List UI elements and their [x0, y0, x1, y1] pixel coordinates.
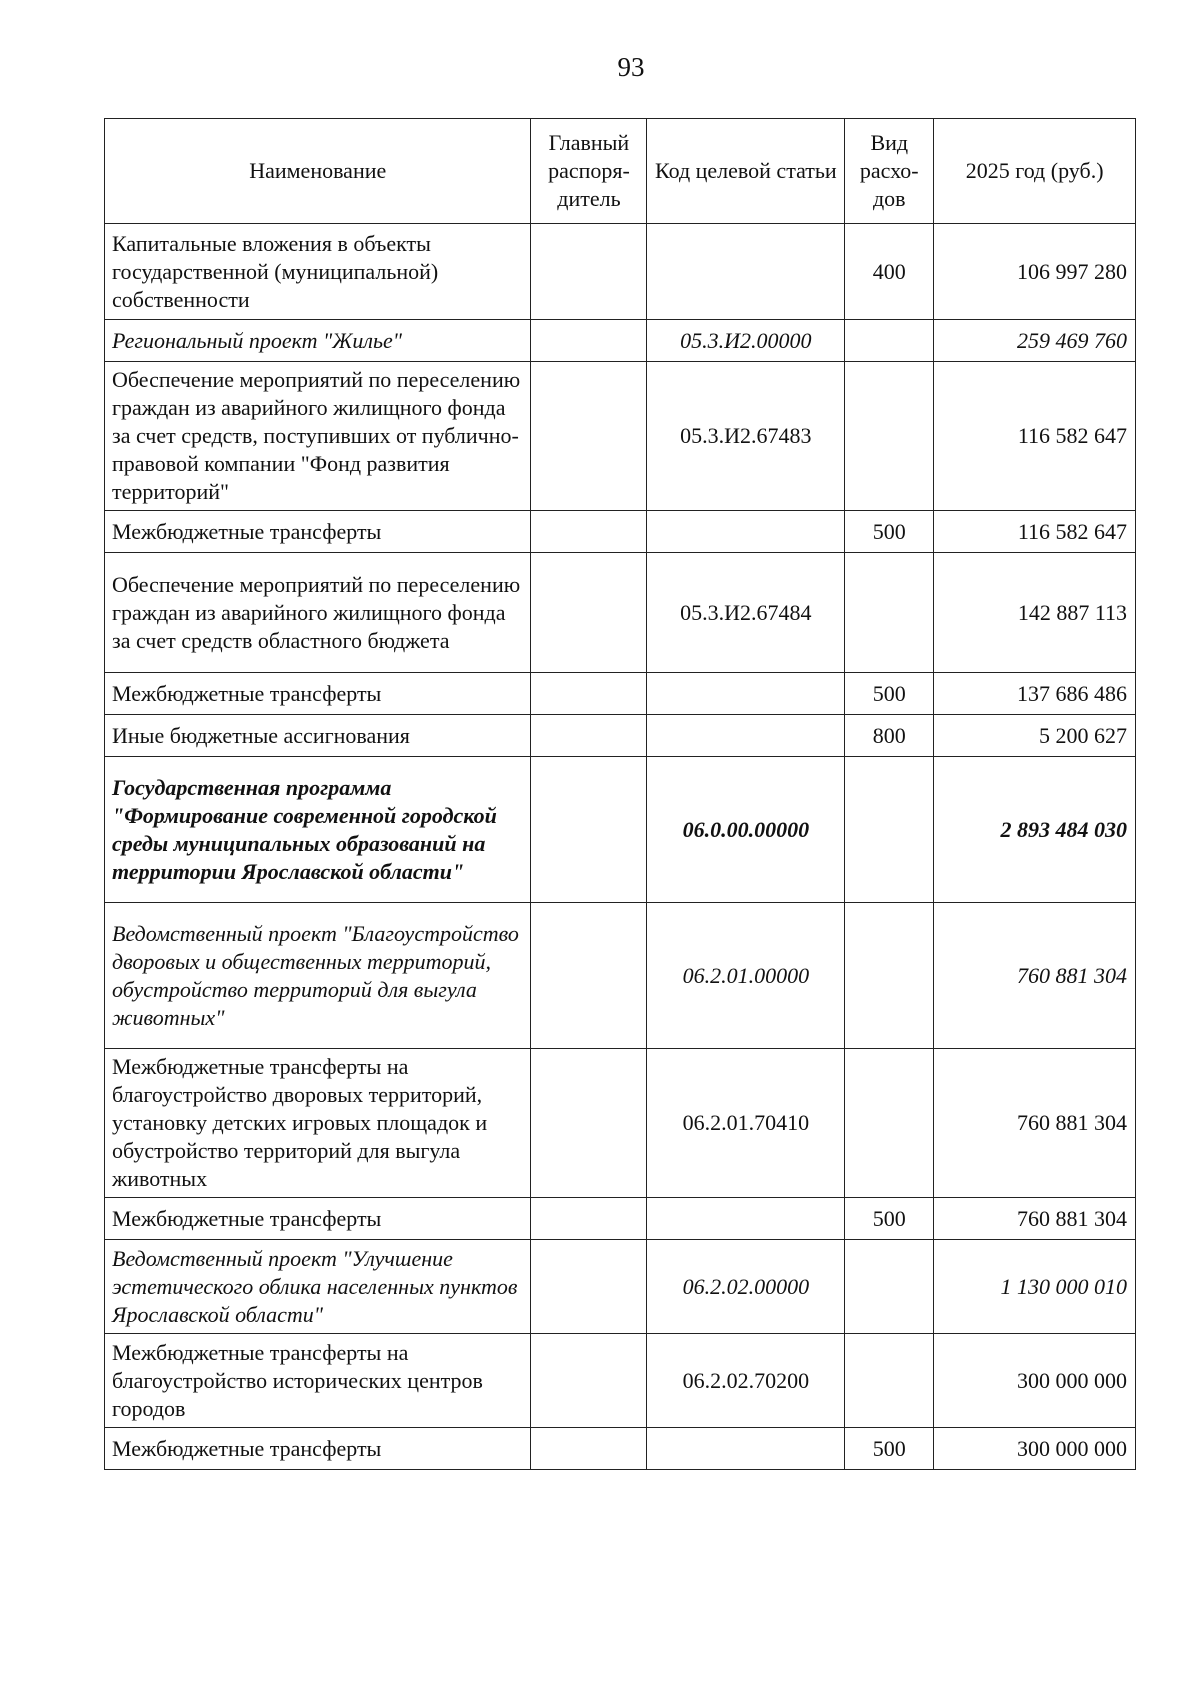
row-recipient-cell: [531, 553, 647, 673]
row-code-cell: [647, 715, 845, 757]
row-kind-cell: [845, 553, 934, 673]
row-code-cell: 06.2.02.70200: [647, 1334, 845, 1428]
table-row: [105, 757, 1136, 903]
page-number: 93: [617, 52, 645, 82]
row-kind-cell: [845, 757, 934, 903]
table-row: [105, 903, 1136, 1049]
table-row: [105, 1334, 1136, 1428]
row-kind-cell: 400: [845, 224, 934, 320]
row-recipient-cell: [531, 757, 647, 903]
row-recipient-cell: [531, 362, 647, 511]
row-kind-cell: [845, 1334, 934, 1428]
row-amount-cell: 116 582 647: [934, 511, 1136, 553]
row-recipient-cell: [531, 1428, 647, 1470]
row-code-cell: 06.2.01.00000: [647, 903, 845, 1049]
row-kind-cell: 500: [845, 673, 934, 715]
table-body: [105, 224, 1136, 1470]
row-recipient-cell: [531, 1049, 647, 1198]
header-recipient: Главный распоря-дитель: [531, 119, 647, 224]
row-amount-cell: 760 881 304: [934, 1198, 1136, 1240]
row-code-cell: [647, 673, 845, 715]
row-name-cell: Обеспечение мероприятий по переселению граждан из аварийного жилищного фонда за счет средств, поступивших от публично-правовой компании "Фонд развития территорий": [105, 362, 531, 511]
row-name-cell: Государственная программа "Формирование современной городской среды муниципальных образований на территории Ярославской области": [105, 757, 531, 903]
header-code: Код целевой статьи: [647, 119, 845, 224]
row-name-cell: Ведомственный проект "Благоустройство дворовых и общественных территорий, обустройство территорий для выгула животных": [105, 903, 531, 1049]
row-code-cell: 06.0.00.00000: [647, 757, 845, 903]
table-row: [105, 715, 1136, 757]
row-kind-cell: [845, 1240, 934, 1334]
row-kind-cell: 500: [845, 1198, 934, 1240]
row-name-cell: Региональный проект "Жилье": [105, 320, 531, 362]
row-name-cell: Межбюджетные трансферты: [105, 511, 531, 553]
row-recipient-cell: [531, 320, 647, 362]
row-code-cell: 05.3.И2.00000: [647, 320, 845, 362]
row-amount-cell: 137 686 486: [934, 673, 1136, 715]
table-row: [105, 320, 1136, 362]
row-amount-cell: 300 000 000: [934, 1428, 1136, 1470]
table-header-row: [105, 119, 1136, 224]
row-kind-cell: [845, 1049, 934, 1198]
row-amount-cell: 142 887 113: [934, 553, 1136, 673]
row-code-cell: 05.3.И2.67483: [647, 362, 845, 511]
row-code-cell: [647, 1428, 845, 1470]
row-kind-cell: [845, 362, 934, 511]
row-code-cell: 06.2.01.70410: [647, 1049, 845, 1198]
row-amount-cell: 2 893 484 030: [934, 757, 1136, 903]
row-recipient-cell: [531, 715, 647, 757]
table-row: [105, 224, 1136, 320]
row-kind-cell: 500: [845, 511, 934, 553]
table-row: [105, 1198, 1136, 1240]
row-recipient-cell: [531, 511, 647, 553]
header-name: Наименование: [105, 119, 531, 224]
row-code-cell: [647, 511, 845, 553]
row-name-cell: Межбюджетные трансферты на благоустройство исторических центров городов: [105, 1334, 531, 1428]
row-amount-cell: 5 200 627: [934, 715, 1136, 757]
table-row: [105, 673, 1136, 715]
row-recipient-cell: [531, 1240, 647, 1334]
row-code-cell: [647, 1198, 845, 1240]
row-amount-cell: 760 881 304: [934, 1049, 1136, 1198]
row-code-cell: [647, 224, 845, 320]
row-amount-cell: 259 469 760: [934, 320, 1136, 362]
header-amount: 2025 год (руб.): [934, 119, 1136, 224]
budget-table: [104, 118, 1136, 1470]
row-recipient-cell: [531, 1198, 647, 1240]
row-amount-cell: 116 582 647: [934, 362, 1136, 511]
row-name-cell: Капитальные вложения в объекты государственной (муниципальной) собственности: [105, 224, 531, 320]
row-recipient-cell: [531, 673, 647, 715]
table-row: [105, 553, 1136, 673]
row-name-cell: Межбюджетные трансферты: [105, 1428, 531, 1470]
row-amount-cell: 106 997 280: [934, 224, 1136, 320]
row-name-cell: Ведомственный проект "Улучшение эстетического облика населенных пунктов Ярославской области": [105, 1240, 531, 1334]
row-kind-cell: [845, 903, 934, 1049]
row-kind-cell: 500: [845, 1428, 934, 1470]
row-recipient-cell: [531, 1334, 647, 1428]
row-code-cell: 05.3.И2.67484: [647, 553, 845, 673]
row-name-cell: Межбюджетные трансферты: [105, 673, 531, 715]
row-recipient-cell: [531, 224, 647, 320]
row-amount-cell: 1 130 000 010: [934, 1240, 1136, 1334]
table-row: [105, 1240, 1136, 1334]
table-row: [105, 1049, 1136, 1198]
row-name-cell: Иные бюджетные ассигнования: [105, 715, 531, 757]
row-kind-cell: [845, 320, 934, 362]
row-name-cell: Межбюджетные трансферты на благоустройство дворовых территорий, установку детских игровых площадок и обустройство территорий для выгула животных: [105, 1049, 531, 1198]
table-row: [105, 1428, 1136, 1470]
table-row: [105, 362, 1136, 511]
header-kind: Вид расхо-дов: [845, 119, 934, 224]
row-amount-cell: 760 881 304: [934, 903, 1136, 1049]
row-amount-cell: 300 000 000: [934, 1334, 1136, 1428]
row-name-cell: Обеспечение мероприятий по переселению граждан из аварийного жилищного фонда за счет средств областного бюджета: [105, 553, 531, 673]
row-kind-cell: 800: [845, 715, 934, 757]
row-code-cell: 06.2.02.00000: [647, 1240, 845, 1334]
row-recipient-cell: [531, 903, 647, 1049]
table-row: [105, 511, 1136, 553]
row-name-cell: Межбюджетные трансферты: [105, 1198, 531, 1240]
